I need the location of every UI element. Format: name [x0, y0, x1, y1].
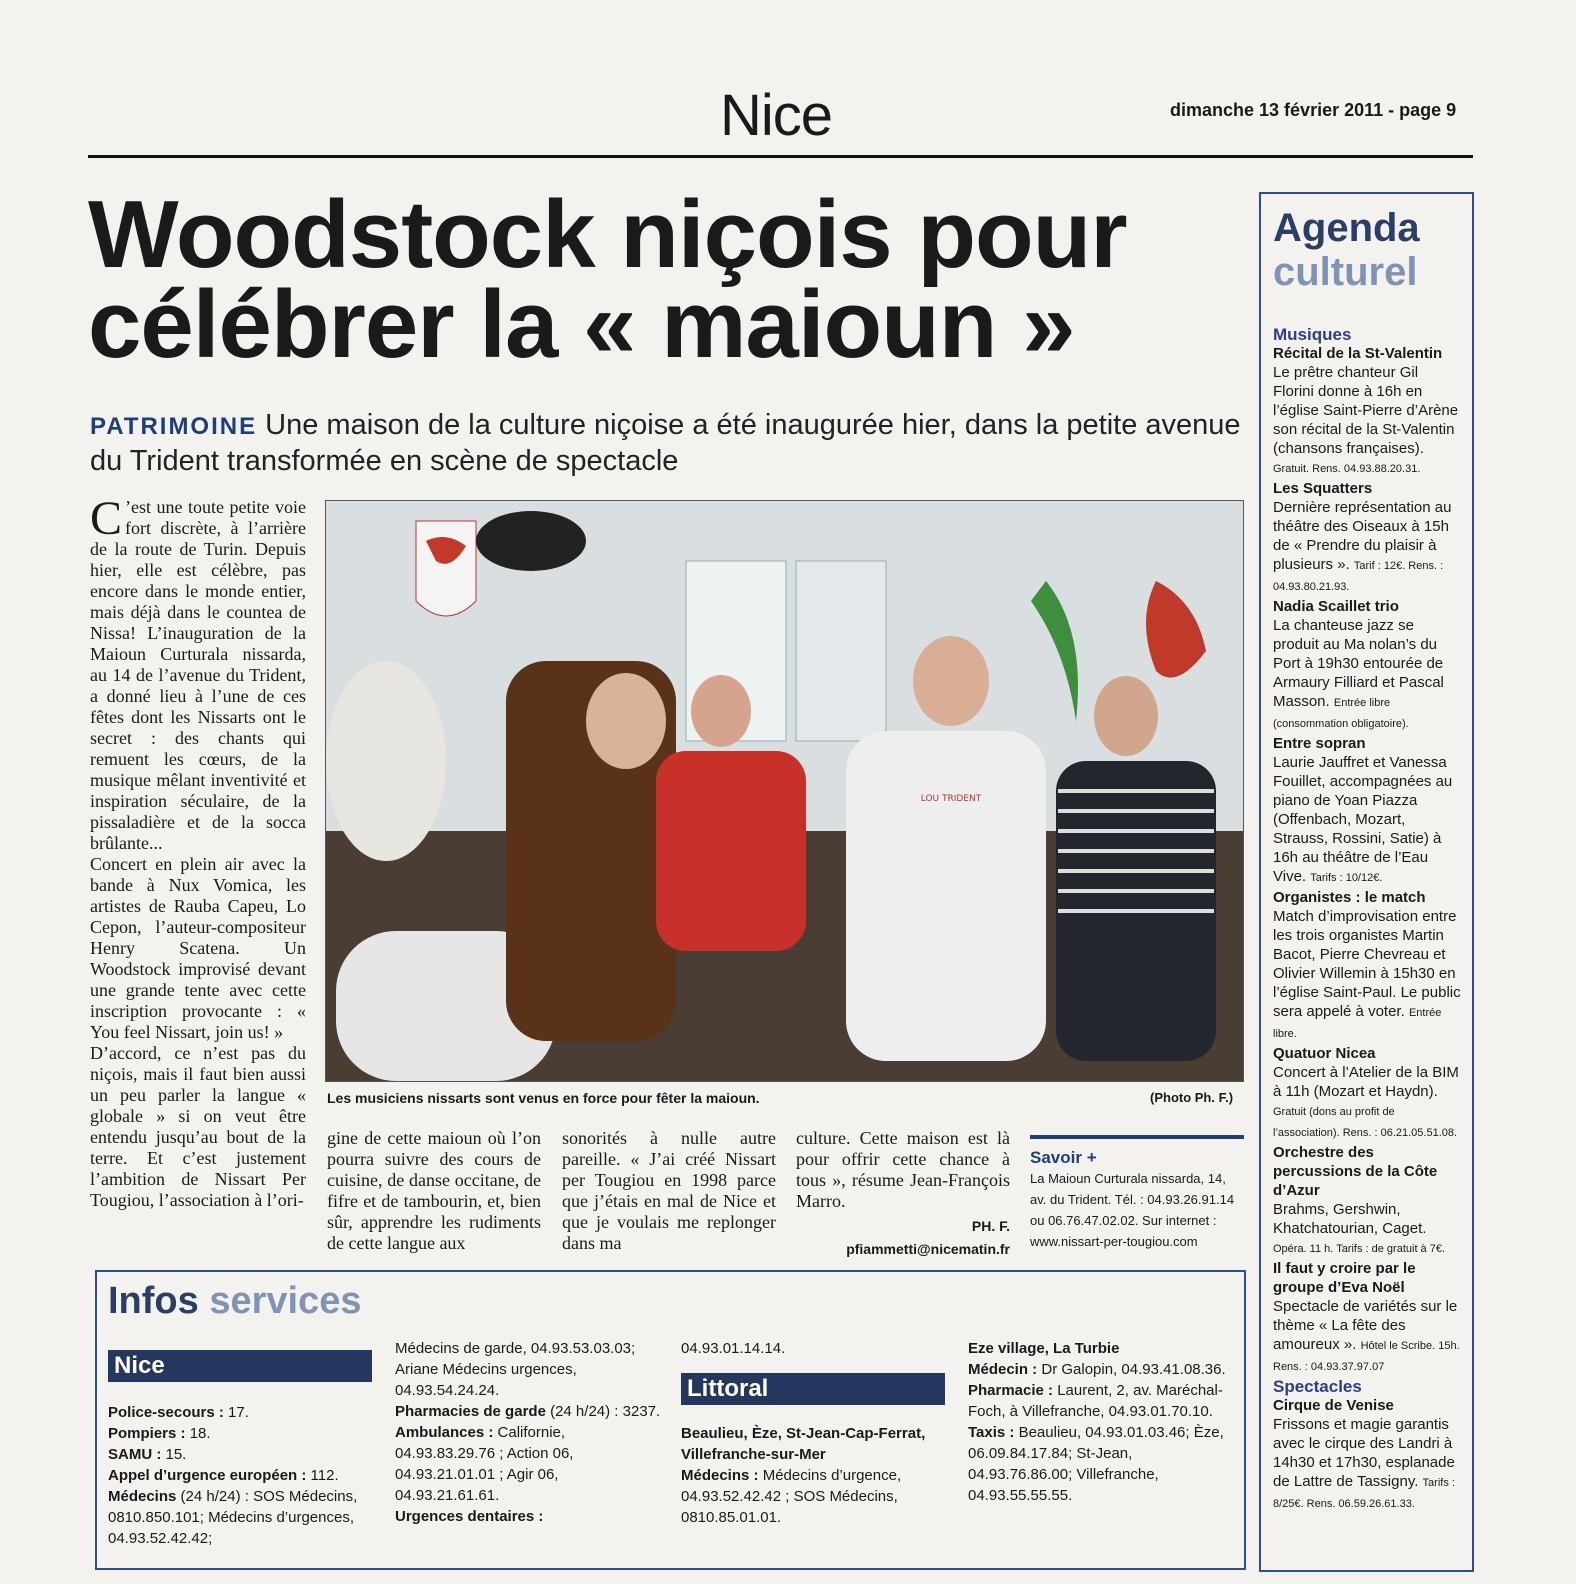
agenda-item	[1273, 1044, 1463, 1143]
agenda-list	[1273, 325, 1463, 1514]
photo-credit: (Photo Ph. F.)	[1150, 1090, 1234, 1105]
agenda-item-title: Orchestre des percussions de la Côte d’Azur	[1273, 1144, 1438, 1199]
agenda-title-line1: Agenda	[1273, 206, 1420, 250]
article-paragraph: D’accord, ce n’est pas du niçois, mais il faut bien aussi un peu parler la langue « globale » si on veut être entendu jusqu’au bout de la terre. Et c’est justement l’ambition de Nissart Per Tougiou, l’association à l’ori-	[90, 1043, 306, 1210]
savoir-box	[1030, 1135, 1244, 1252]
agenda-item-title: Il faut y croire par le groupe d’Eva Noël	[1273, 1260, 1416, 1296]
agenda-item	[1273, 479, 1463, 597]
agenda-item-info: Tarif : 12€. Rens. : 04.93.80.21.93.	[1273, 560, 1444, 593]
infos-column-3-intro: 04.93.01.14.14.	[681, 1340, 786, 1357]
agenda-item-info: Entrée libre (consommation obligatoire).	[1273, 697, 1409, 730]
agenda-item	[1273, 734, 1463, 888]
article-column-1	[90, 492, 306, 1211]
infos-title-a: Infos	[108, 1280, 199, 1322]
agenda-item-title: Cirque de Venise	[1273, 1397, 1394, 1414]
agenda-item-title: Quatuor Nicea	[1273, 1045, 1376, 1062]
info-entry: Pompiers : 18.	[108, 1425, 211, 1442]
agenda-item-title: Nadia Scaillet trio	[1273, 598, 1399, 615]
info-entry: SAMU : 15.	[108, 1446, 187, 1463]
article-column-3: sonorités à nulle autre pareille. « J’ai créé Nissart per Tougiou en 1998 parce que j’étais en mal de Nice et que je voulais me replonger dans ma	[562, 1128, 776, 1253]
agenda-item-title: Organistes : le match	[1273, 889, 1426, 906]
agenda-item-text: Le prêtre chanteur Gil Florini donne à 16h en l’église Saint-Pierre d’Arène son récital de la St-Valentin (chansons françaises).	[1273, 364, 1459, 457]
headline-line1: Woodstock niçois pour	[88, 181, 1127, 288]
article-column-4	[796, 1128, 1010, 1260]
headline-line2: célébrer la « maioun »	[88, 271, 1075, 378]
agenda-item-info: Tarifs : 8/25€. Rens. 06.59.26.61.33.	[1273, 1477, 1455, 1510]
infos-column-2	[395, 1338, 665, 1527]
agenda-item-text: Dernière représentation au théâtre des Oiseaux à 15h de « Prendre du plaisir à plusieurs ».	[1273, 499, 1452, 573]
header-rule	[88, 155, 1473, 158]
savoir-title: Savoir +	[1030, 1148, 1097, 1167]
agenda-item-text: Frissons et magie garantis avec le cirque des Landri à 14h30 et 17h30, esplanade de Lattre de Tassigny.	[1273, 1416, 1455, 1490]
agenda-item-title: Entre sopran	[1273, 735, 1366, 752]
agenda-item	[1273, 888, 1463, 1044]
dropcap: C	[90, 492, 123, 545]
infos-column-4	[968, 1338, 1238, 1506]
band-littoral: Littoral	[681, 1373, 945, 1405]
info-entry: Taxis : Beaulieu, 04.93.01.03.46; Èze, 06.09.84.17.84; St-Jean, 04.93.76.86.00; Villefranche, 04.93.55.55.55.	[968, 1424, 1224, 1504]
info-entry: Médecins (24 h/24) : SOS Médecins, 0810.850.101; Médecins d’urgences, 04.93.52.42.42;	[108, 1488, 358, 1547]
agenda-item-text: Concert à l’Atelier de la BIM à 11h (Mozart et Haydn).	[1273, 1064, 1459, 1100]
infos-column-1	[108, 1402, 378, 1549]
photo-caption: Les musiciens nissarts sont venus en force pour fêter la maioun.	[327, 1090, 760, 1106]
infos-title	[108, 1280, 362, 1323]
photo	[325, 500, 1244, 1082]
shirt-text: LOU TRIDENT	[920, 794, 982, 804]
section-title: Nice	[720, 83, 833, 148]
subhead	[90, 408, 1250, 478]
agenda-item-info: Opéra. 11 h. Tarifs : de gratuit à 7€.	[1273, 1243, 1446, 1255]
agenda-item-text: Spectacle de variétés sur le thème « La fête des amoureux ».	[1273, 1298, 1458, 1353]
agenda-item	[1273, 1143, 1463, 1259]
agenda-item-title: Les Squatters	[1273, 480, 1373, 497]
agenda-heading-musiques: Musiques	[1273, 325, 1352, 344]
agenda-item	[1273, 1259, 1463, 1377]
band-nice: Nice	[108, 1350, 372, 1382]
article-paragraph: culture. Cette maison est là pour offrir cette chance à tous », résume Jean-François Marro.	[796, 1128, 1010, 1211]
agenda-item	[1273, 1396, 1463, 1514]
kicker: PATRIMOINE	[90, 413, 258, 440]
info-entry: Ambulances : Californie, 04.93.83.29.76 ; Action 06, 04.93.21.01.01 ; Agir 06, 04.93.21.61.61.	[395, 1424, 574, 1504]
agenda-item	[1273, 344, 1463, 479]
article-paragraph: ’est une toute petite voie fort discrète, à l’arrière de la route de Turin. Depuis hier, elle est célèbre, pas encore dans le monde entier, mais déjà dans le countea de Nissa! L’inauguration de la Maioun Curturala nissarda, au 14 de l’avenue du Trident, a donné lieu à l’une de ces fêtes dont les Nissarts ont le secret : des chants qui remuent les cœurs, de la musique mêlant inventivité et inspiration séculaire, de la pissaladière et de la socca brûlante...	[90, 497, 306, 853]
agenda-item-info: Gratuit (dons au profit de l’association). Rens. : 06.21.05.51.08.	[1273, 1106, 1458, 1139]
agenda-item-info: Entrée libre.	[1273, 1007, 1442, 1040]
info-entry: Médecins : Médecins d’urgence, 04.93.52.42.42 ; SOS Médecins, 0810.85.01.01.	[681, 1467, 902, 1526]
savoir-text: La Maioun Curturala nissarda, 14, av. du Trident. Tél. : 04.93.26.91.14 ou 06.76.47.02.02. Sur internet : www.nissart-per-tougiou.com	[1030, 1171, 1235, 1249]
info-entry: Médecins de garde, 04.93.53.03.03; Ariane Médecins urgences, 04.93.54.24.24.	[395, 1340, 636, 1399]
agenda-item-text: La chanteuse jazz se produit au Ma nolan’s du Port à 19h30 entourée de Armaury Filliard et Pascal Masson.	[1273, 617, 1444, 710]
info-entry: Appel d’urgence européen : 112.	[108, 1467, 339, 1484]
agenda-item-info: Tarifs : 10/12€.	[1310, 872, 1383, 884]
agenda-item-text: Brahms, Gershwin, Khatchatourian, Caget.	[1273, 1201, 1427, 1237]
agenda-heading-spectacles: Spectacles	[1273, 1377, 1362, 1396]
agenda-item-title: Récital de la St-Valentin	[1273, 345, 1443, 362]
agenda-item-text: Laurie Jauffret et Vanessa Fouillet, accompagnées au piano de Yoan Piazza (Offenbach, Mozart, Strauss, Rossini, Satie) à 16h au théâtre de l’Eau Vive.	[1273, 754, 1453, 885]
info-place: Beaulieu, Èze, St-Jean-Cap-Ferrat, Villefranche-sur-Mer	[681, 1425, 926, 1463]
info-entry: Pharmacies de garde (24 h/24) : 3237.	[395, 1403, 661, 1420]
author-signature: PH. F.	[971, 1218, 1010, 1234]
article-column-2: gine de cette maioun où l’on pourra suivre des cours de cuisine, de danse occitane, de fifre et de tambourin, et, bien sûr, apprendre les rudiments de cette langue aux	[327, 1128, 541, 1253]
article-paragraph: Concert en plein air avec la bande à Nux Vomica, les artistes de Rauba Capeu, Lo Cepon, l’auteur-compositeur Henry Scatena. Un Woodstock improvisé devant une grande tente avec cette inscription provocante : « You feel Nissart, join us! »	[90, 854, 306, 1042]
info-entry: Pharmacie : Laurent, 2, av. Maréchal-Foch, à Villefranche, 04.93.01.70.10.	[968, 1382, 1223, 1420]
agenda-title	[1273, 206, 1420, 294]
photo-illustration	[326, 501, 1243, 1081]
info-entry: Police-secours : 17.	[108, 1404, 249, 1421]
headline	[88, 181, 1248, 378]
agenda-item-info: Hôtel le Scribe. 15h. Rens. : 04.93.37.97.07	[1273, 1340, 1460, 1373]
agenda-item	[1273, 597, 1463, 734]
author-email: pfiammetti@nicematin.fr	[846, 1241, 1010, 1257]
infos-title-b: services	[209, 1280, 362, 1322]
subhead-text: Une maison de la culture niçoise a été inaugurée hier, dans la petite avenue du Trident transformée en scène de spectacle	[90, 409, 1241, 477]
info-entry: Médecin : Dr Galopin, 04.93.41.08.36.	[968, 1361, 1226, 1378]
info-place: Eze village, La Turbie	[968, 1340, 1120, 1357]
agenda-item-text: Match d’improvisation entre les trois organistes Martin Bacot, Pierre Chevreau et Olivier Willemin à 15h30 en l’église Saint-Paul. Le public sera appelé à voter.	[1273, 908, 1461, 1020]
info-entry: Urgences dentaires :	[395, 1508, 544, 1525]
dateline: dimanche 13 février 2011 - page 9	[1170, 100, 1457, 120]
agenda-title-line2: culturel	[1273, 250, 1418, 294]
infos-column-3	[681, 1423, 951, 1528]
agenda-item-info: Gratuit. Rens. 04.93.88.20.31.	[1273, 463, 1421, 475]
